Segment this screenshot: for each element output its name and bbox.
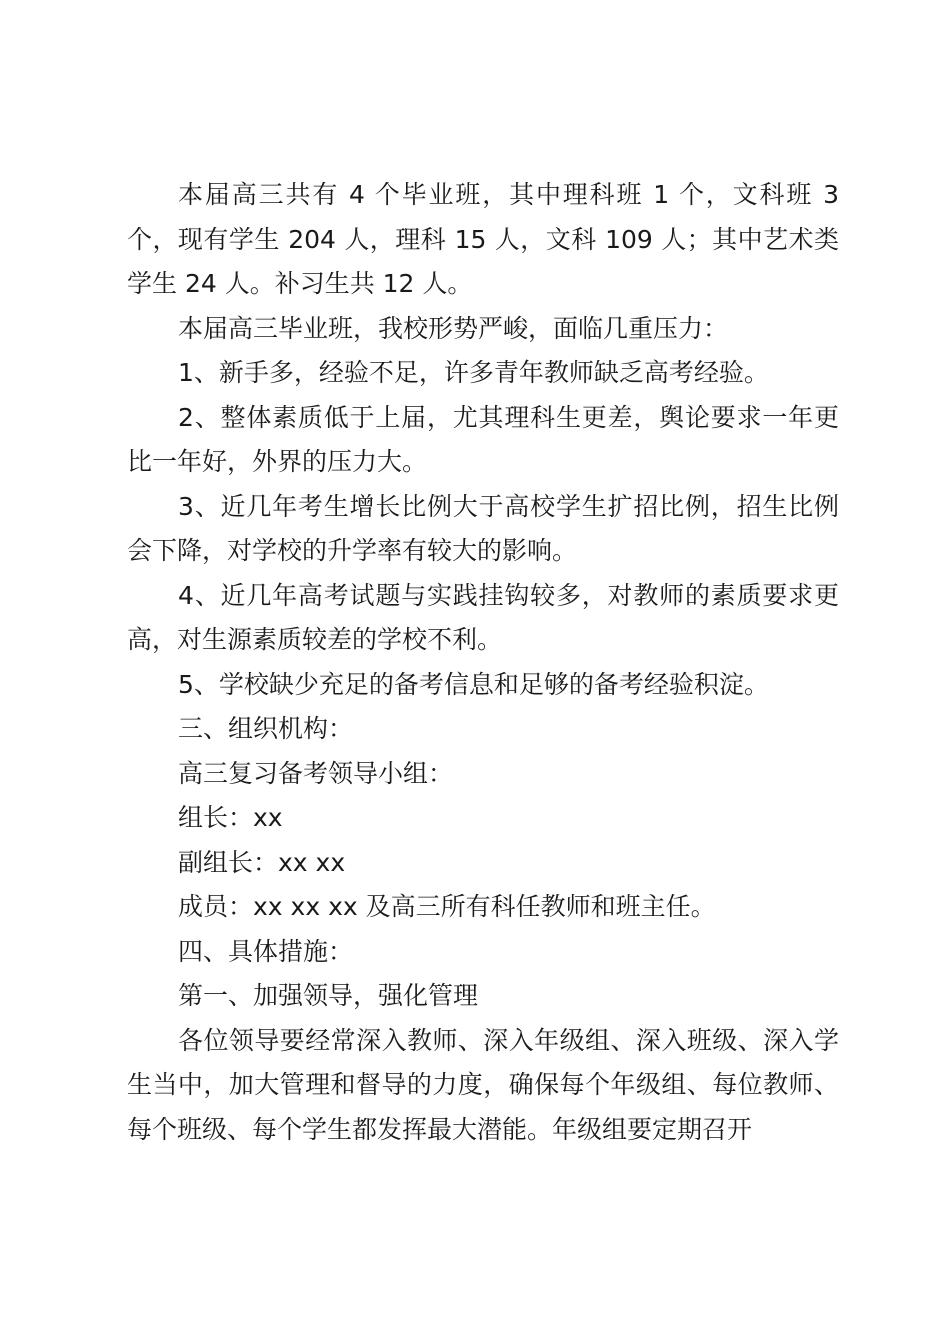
paragraph-leadership-group: 高三复习备考领导小组： — [178, 758, 454, 788]
paragraph-class-overview: 本届高三共有 4 个毕业班，其中理科班 1 个，文科班 3 个，现有学生 204 人，理科 15 人，文科 109 人；其中艺术类学生 24 人。补习生共 12 人。 — [127, 180, 839, 298]
paragraph-leadership-management: 各位领导要经常深入教师、深入年级组、深入班级、深入学生当中，加大管理和督导的力度，确保每个年级组、每位教师、每个班级、每个学生都发挥最大潜能。年级组要定期召开 — [127, 1025, 839, 1144]
section-heading-measures: 四、具体措施： — [178, 936, 354, 966]
paragraph-deputy-leader: 副组长：xx xx — [178, 847, 346, 877]
paragraph-pressure-3: 3、近几年考生增长比例大于高校学生扩招比例，招生比例会下降，对学校的升学率有较大的影响。 — [127, 491, 839, 565]
paragraph-pressure-2: 2、整体素质低于上届，尤其理科生更差，舆论要求一年更比一年好，外界的压力大。 — [127, 402, 839, 476]
section-heading-organization: 三、组织机构： — [178, 714, 354, 743]
paragraph-pressure-5: 5、学校缺少充足的备考信息和足够的备考经验积淀。 — [178, 669, 769, 699]
paragraph-pressure-1: 1、新手多，经验不足，许多青年教师缺乏高考经验。 — [178, 358, 769, 387]
paragraph-pressure-4: 4、近几年高考试题与实践挂钩较多，对教师的素质要求更高，对生源素质较差的学校不利。 — [127, 580, 839, 654]
paragraph-members: 成员：xx xx xx 及高三所有科任教师和班主任。 — [178, 892, 716, 921]
paragraph-pressure-intro: 本届高三毕业班，我校形势严峻，面临几重压力： — [178, 313, 729, 343]
paragraph-group-leader: 组长：xx — [178, 803, 283, 832]
document-body — [127, 173, 839, 1152]
subheading-first-measure: 第一、加强领导，强化管理 — [178, 981, 479, 1010]
